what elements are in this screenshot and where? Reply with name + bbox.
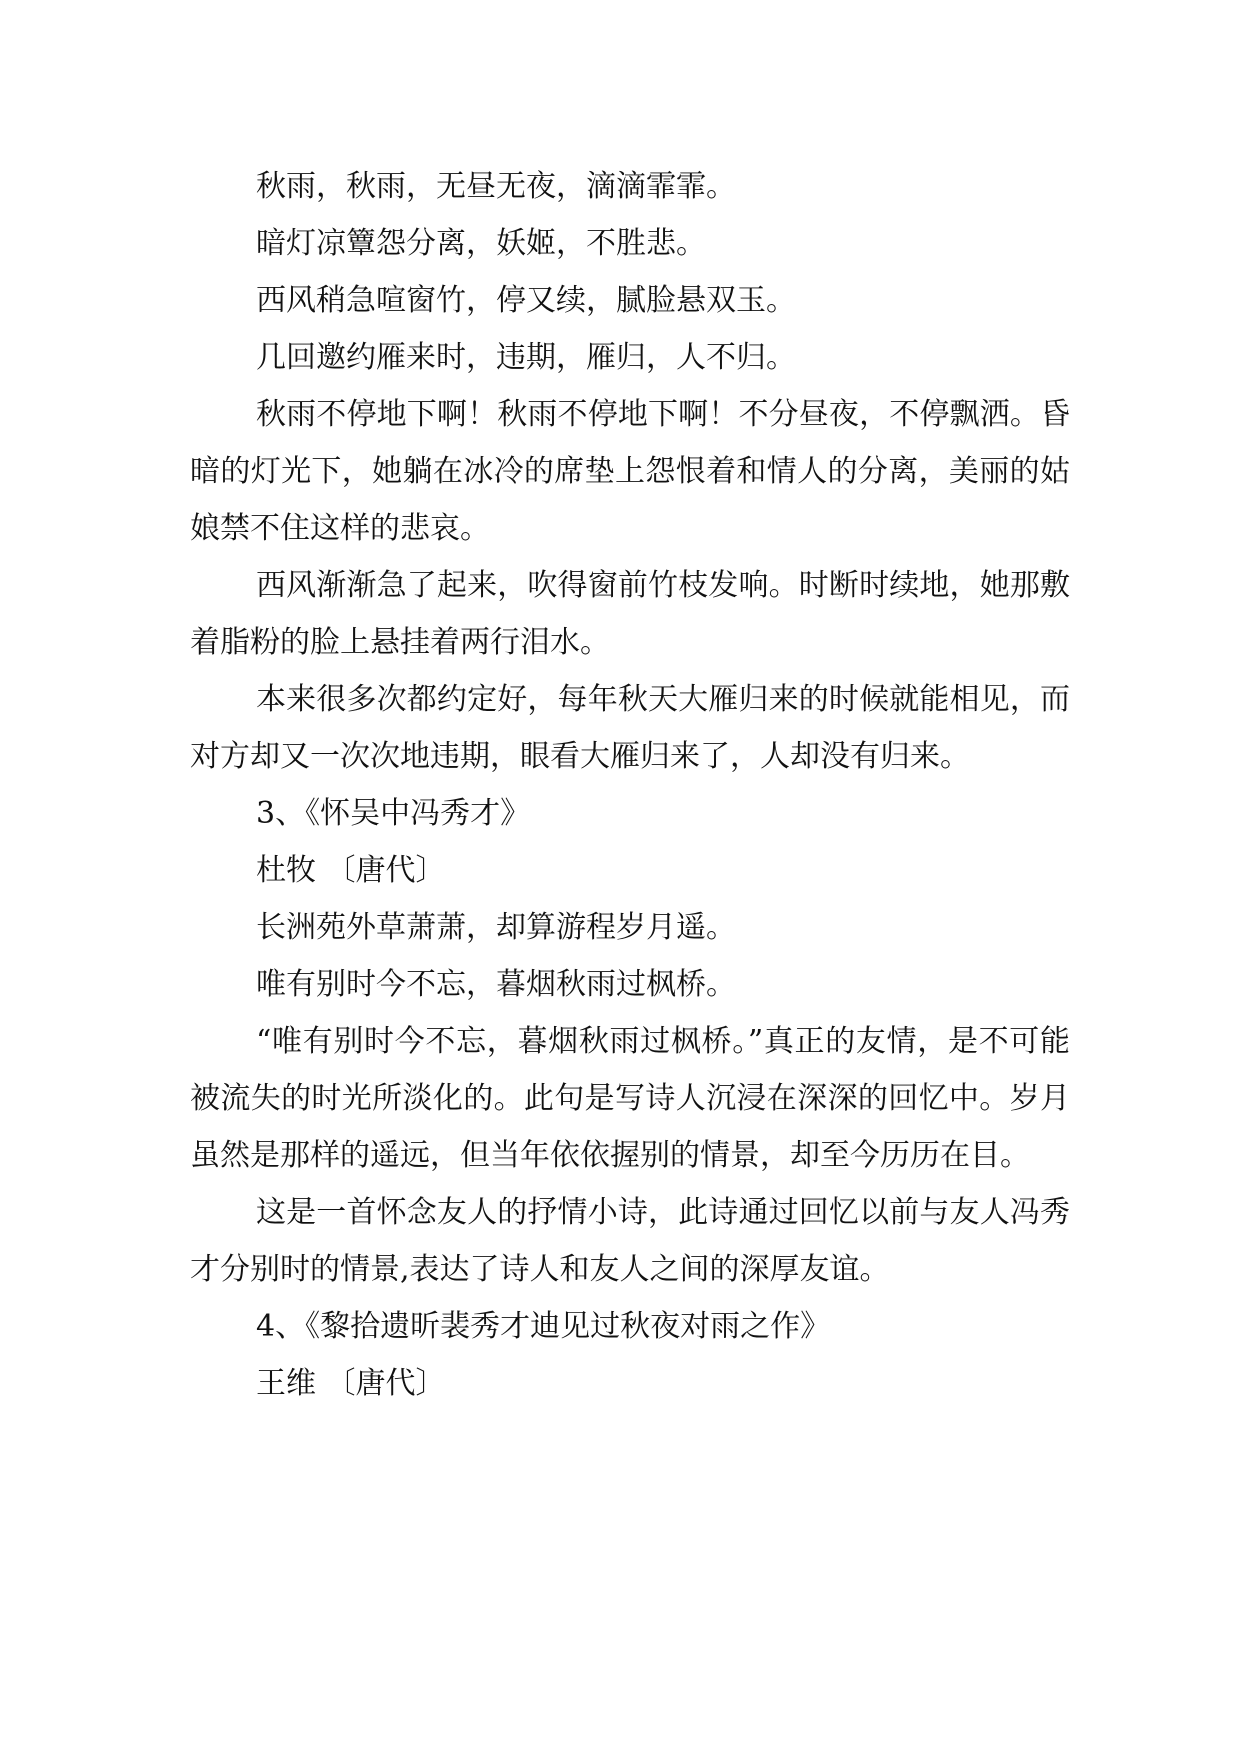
poem-author: 杜牧 〔唐代〕: [256, 853, 446, 888]
poem-line: 暗灯凉簟怨分离，妖姬，不胜悲。: [256, 226, 706, 261]
translation-paragraph: 本来很多次都约定好，每年秋天大雁归来的时候就能相见，而对方却又一次次地违期，眼看大雁归来了，人却没有归来。: [190, 682, 1070, 774]
poem-line: 秋雨，秋雨，无昼无夜，滴滴霏霏。: [256, 169, 736, 204]
translation-paragraph: 西风渐渐急了起来，吹得窗前竹枝发响。时断时续地，她那敷着脂粉的脸上悬挂着两行泪水。: [190, 568, 1070, 660]
document-body: [190, 158, 1070, 1412]
poem-line: 西风稍急喧窗竹，停又续，腻脸悬双玉。: [256, 283, 796, 318]
poem-line: 几回邀约雁来时，违期，雁归，人不归。: [256, 340, 796, 375]
translation-paragraph: 秋雨不停地下啊！秋雨不停地下啊！不分昼夜，不停飘洒。昏暗的灯光下，她躺在冰冷的席垫上怨恨着和情人的分离，美丽的姑娘禁不住这样的悲哀。: [190, 397, 1070, 546]
poem-line: 唯有别时今不忘，暮烟秋雨过枫桥。: [256, 967, 736, 1002]
commentary-paragraph: 这是一首怀念友人的抒情小诗，此诗通过回忆以前与友人冯秀才分别时的情景,表达了诗人和友人之间的深厚友谊。: [190, 1195, 1070, 1287]
poem-author: 王维 〔唐代〕: [256, 1366, 446, 1401]
poem-title: 4、《黎拾遗昕裴秀才迪见过秋夜对雨之作》: [256, 1309, 831, 1344]
commentary-paragraph: “唯有别时今不忘，暮烟秋雨过枫桥。”真正的友情，是不可能被流失的时光所淡化的。此句是写诗人沉浸在深深的回忆中。岁月虽然是那样的遥远，但当年依依握别的情景，却至今历历在目。: [190, 1024, 1070, 1173]
poem-title: 3、《怀吴中冯秀才》: [256, 796, 531, 831]
poem-line: 长洲苑外草萧萧，却算游程岁月遥。: [256, 910, 736, 945]
